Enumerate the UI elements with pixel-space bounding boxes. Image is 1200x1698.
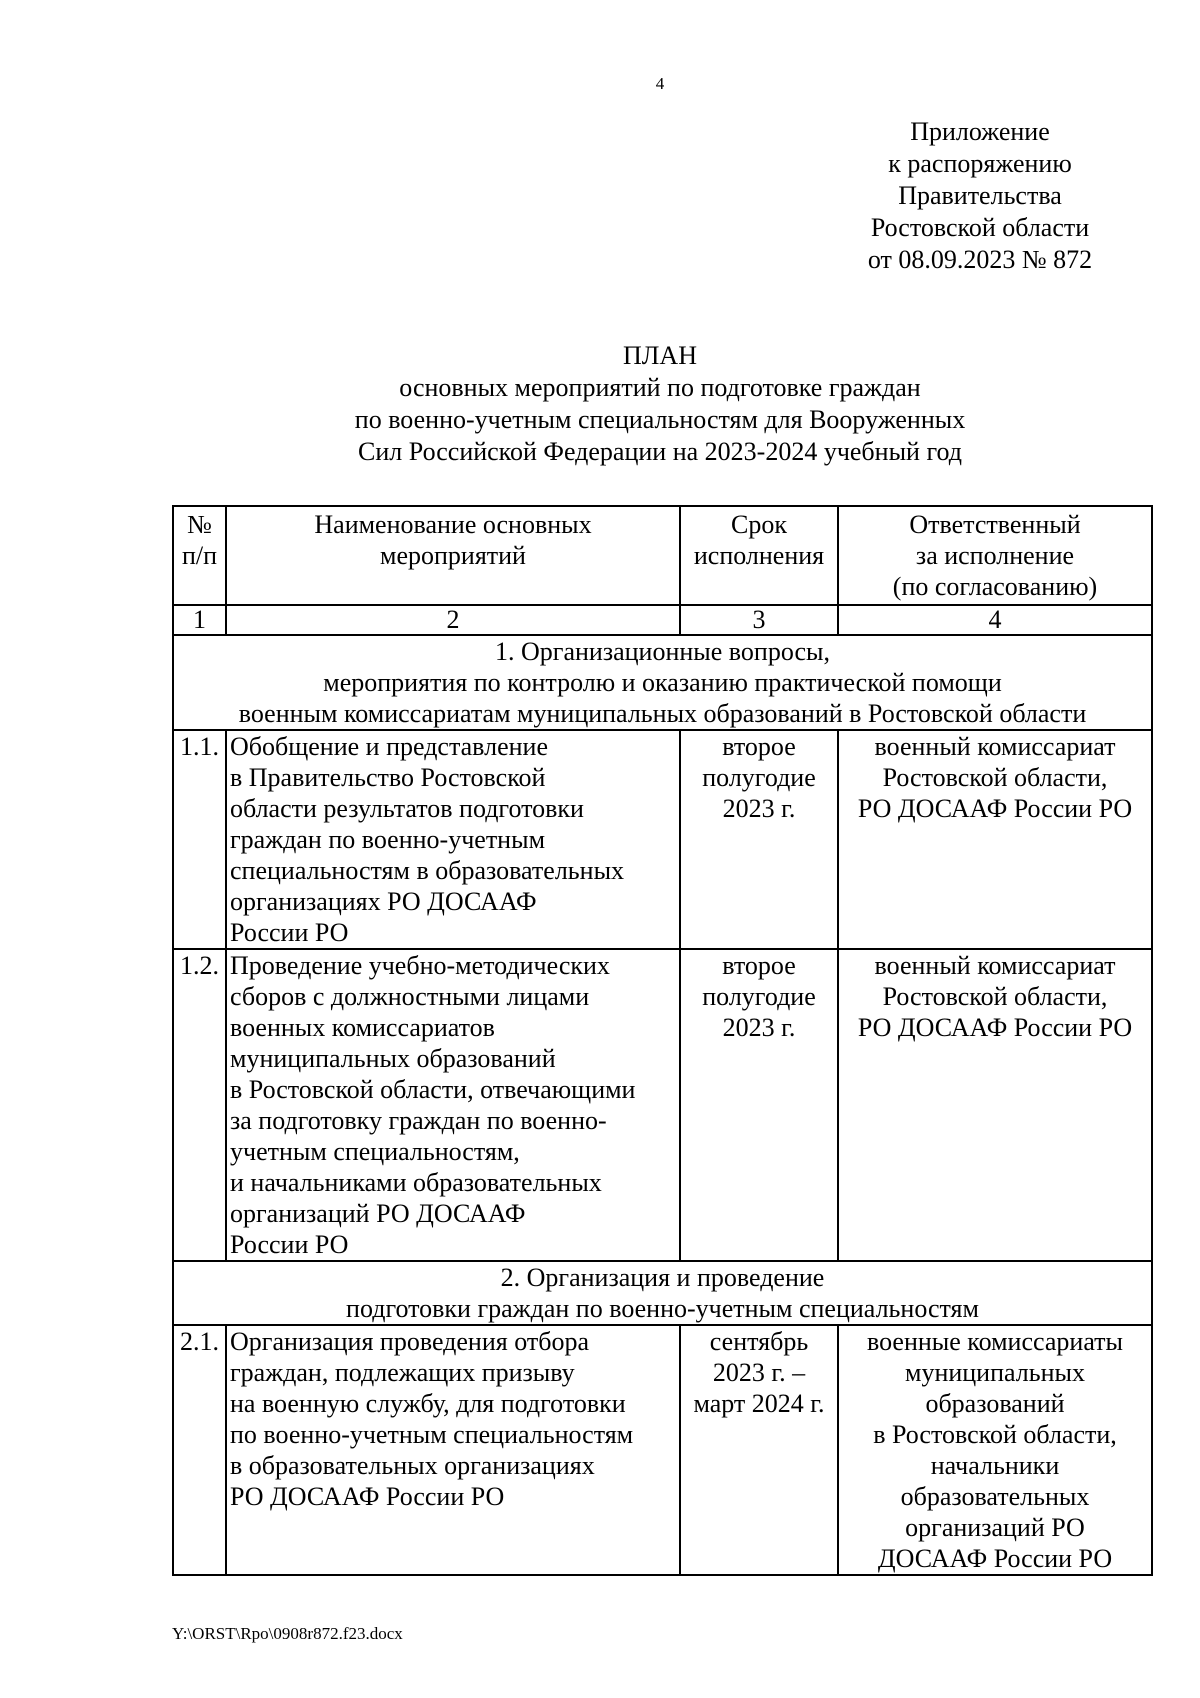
section-1-title: 1. Организационные вопросы, мероприятия по контролю и оказанию практической помощи военным комиссариатам муниципальных образований в Ростовской области xyxy=(173,635,1152,730)
plan-subtitle-line: Сил Российской Федерации на 2023-2024 учебный год xyxy=(358,437,962,466)
appendix-line: Приложение xyxy=(910,117,1050,146)
column-number: 3 xyxy=(680,605,838,635)
header-name: Наименование основных мероприятий xyxy=(226,506,680,605)
appendix-line: от 08.09.2023 № 872 xyxy=(867,245,1093,274)
appendix-line: Ростовской области xyxy=(870,213,1090,242)
row-responsible: военный комиссариат Ростовской области, РО ДОСААФ России РО xyxy=(838,730,1152,949)
appendix-line: к распоряжению xyxy=(888,149,1072,178)
table-row xyxy=(173,730,1152,949)
section-1-title-row xyxy=(173,635,1152,730)
table-row xyxy=(173,949,1152,1261)
column-number: 1 xyxy=(173,605,226,635)
table-header-row xyxy=(173,506,1152,605)
row-number: 2.1. xyxy=(173,1325,226,1575)
section-2-title-row xyxy=(173,1261,1152,1325)
plan-subtitle-line: основных мероприятий по подготовке граждан xyxy=(399,373,921,402)
header-num: № п/п xyxy=(173,506,226,605)
table-row xyxy=(173,1325,1152,1575)
row-responsible: военный комиссариат Ростовской области, РО ДОСААФ России РО xyxy=(838,949,1152,1261)
appendix-line: Правительства xyxy=(898,181,1062,210)
row-activity: Проведение учебно-методических сборов с должностными лицами военных комиссариатов муниципальных образований в Ростовской области, отвечающими за подготовку граждан по военно- учетным специальностям, и начальниками образовательных организаций РО ДОСААФ России РО xyxy=(226,949,680,1261)
row-number: 1.1. xyxy=(173,730,226,949)
column-number: 4 xyxy=(838,605,1152,635)
header-term: Срок исполнения xyxy=(680,506,838,605)
column-number: 2 xyxy=(226,605,680,635)
appendix-block xyxy=(820,116,1140,276)
row-activity: Организация проведения отбора граждан, подлежащих призыву на военную службу, для подготовки по военно-учетным специальностям в образовательных организациях РО ДОСААФ России РО xyxy=(226,1325,680,1575)
document-title xyxy=(300,340,1020,468)
row-term: второе полугодие 2023 г. xyxy=(680,949,838,1261)
row-number: 1.2. xyxy=(173,949,226,1261)
plan-subtitle-line: по военно-учетным специальностям для Вооруженных xyxy=(354,405,966,434)
row-responsible: военные комиссариаты муниципальных образований в Ростовской области, начальники образовательных организаций РО ДОСААФ России РО xyxy=(838,1325,1152,1575)
plan-table xyxy=(172,505,1153,1576)
column-numbers-row xyxy=(173,605,1152,635)
page-number: 4 xyxy=(655,74,665,93)
footer-file-path: Y:\ORST\Rpo\0908r872.f23.docx xyxy=(172,1624,403,1643)
section-2-title: 2. Организация и проведение подготовки граждан по военно-учетным специальностям xyxy=(173,1261,1152,1325)
row-activity: Обобщение и представление в Правительство Ростовской области результатов подготовки граждан по военно-учетным специальностям в образовательных организациях РО ДОСААФ России РО xyxy=(226,730,680,949)
row-term: сентябрь 2023 г. – март 2024 г. xyxy=(680,1325,838,1575)
header-responsible: Ответственный за исполнение (по согласованию) xyxy=(838,506,1152,605)
plan-heading: ПЛАН xyxy=(623,341,697,370)
row-term: второе полугодие 2023 г. xyxy=(680,730,838,949)
